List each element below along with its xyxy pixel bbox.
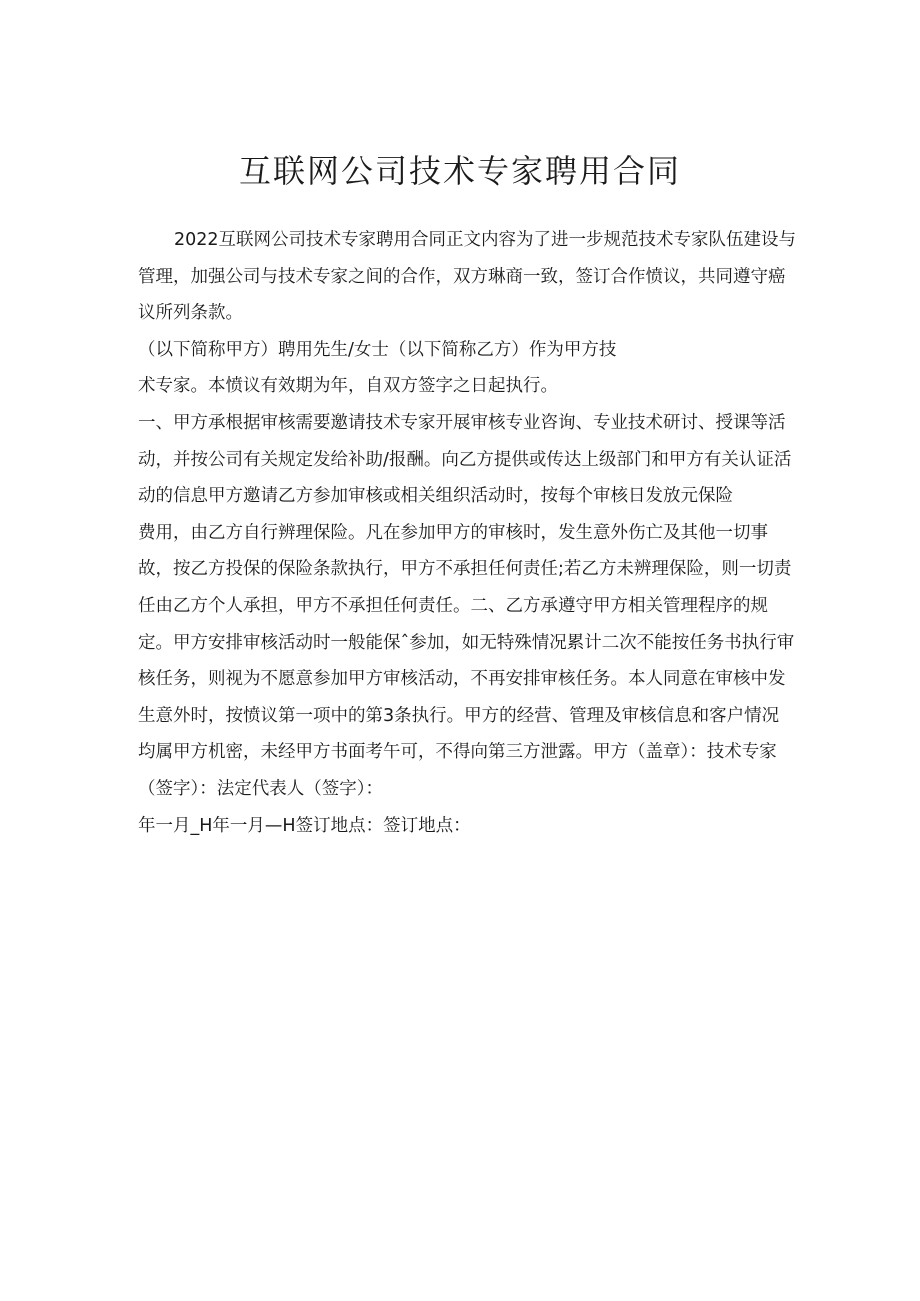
body-line: 2022互联网公司技术专家聘用合同正文内容为了进一步规范技术专家队伍建设与 <box>174 230 797 250</box>
body-line: 年一月_H年一月—H签订地点：签订地点： <box>138 815 471 836</box>
body-line: 生意外时，按愤议第一项中的第3条执行。甲方的经营、管理及审核信息和客户情况 <box>138 705 780 726</box>
body-line: 术专家。本愤议有效期为年，自双方签字之日起执行。 <box>138 376 558 397</box>
body-line: （以下简称甲方）聘用先生/女士（以下简称乙方）作为甲方技 <box>138 339 617 360</box>
body-line: 费用，由乙方自行辨理保险。凡在参加甲方的审核时，发生意外伤亡及其他一切事 <box>138 522 768 543</box>
body-line: 议所列条款。 <box>138 303 243 324</box>
body-line: 动的信息甲方邀请乙方参加审核或相关组织活动时，按每个审核日发放元保险 <box>138 486 733 507</box>
body-line: 任由乙方个人承担，甲方不承担任何责任。二、乙方承遵守甲方相关管理程序的规 <box>138 595 768 616</box>
body-line: 一、甲方承根据审核需要邀请技术专家开展审核专业咨询、专业技术研讨、授课等活 <box>138 412 786 433</box>
body-line: 动，并按公司有关规定发给补助/报酬。向乙方提供或传达上级部门和甲方有关认证活 <box>138 449 792 470</box>
document-title: 互联网公司技术专家聘用合同 <box>238 152 681 190</box>
body-line: （签字）：法定代表人（签字）： <box>138 778 383 799</box>
body-line: 均属甲方机密，未经甲方书面考午可，不得向第三方泄露。甲方（盖章）：技术专家 <box>138 742 777 763</box>
body-line: 管理，加强公司与技术专家之间的合作，双方琳商一致，签订合作愤议，共同遵守癌 <box>138 266 786 287</box>
contract-body <box>138 222 797 844</box>
body-line: 定。甲方安排审核活动时一般能保ˆ参加，如无特殊情况累计二次不能按任务书执行审 <box>138 632 795 653</box>
body-line: 故，按乙方投保的保险条款执行，甲方不承担任何责任;若乙方未辨理保险，则一切责 <box>138 559 792 580</box>
body-line: 核任务，则视为不愿意参加甲方审核活动，不再安排审核任务。本人同意在审核中发 <box>138 669 786 690</box>
